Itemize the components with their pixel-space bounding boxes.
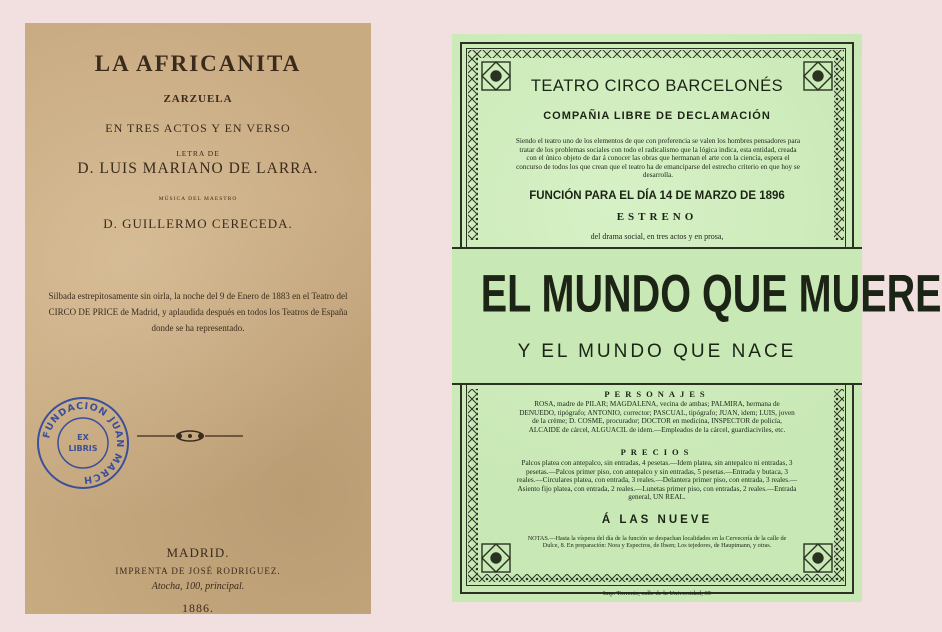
characters-heading: PERSONAJES [604, 389, 710, 399]
music-label: MÚSICA DEL MAESTRO [158, 196, 238, 202]
play-main-title: EL MUNDO QUE MUERE [480, 263, 942, 323]
premiere-label: ESTRENO [616, 211, 698, 223]
stamp-line-1: EX [77, 433, 89, 442]
author-name: D. LUIS MARIANO DE LARRA. [77, 160, 319, 177]
prices-heading: PRECIOS [620, 447, 694, 457]
acts-description: EN TRES ACTOS Y EN VERSO [105, 121, 291, 135]
prices-list: Palcos platea con antepalco, sin entradas, 4 pesetas.—Idem platea, sin antepalco ni entradas, 3 pesetas.—Palcos primer piso, con antepalco y sin entradas, 5 pesetas.—Entrada y butaca, 3 reales.—Circulares platea, con entrada, 3 reales.—Delantera primer piso, con entrada, 3 reales.—Asiento fijo platea, con entrada, 2 reales.—Lunetas primer piso, con entradas, 2 reales.—Entrada general, UN REAL. [516, 459, 798, 502]
drama-description: del drama social, en tres actos y en prosa, [590, 232, 724, 241]
play-title: LA AFRICANITA [94, 51, 302, 76]
company-name: COMPAÑIA LIBRE DE DECLAMACIÓN [543, 110, 771, 122]
printer-address: Atocha, 100, principal. [151, 581, 245, 592]
notes: NOTAS.—Hasta la víspera del día de la función se despachan localidades en la Cervecería de la calle de Dulce, 8. En preparación: Nora y Espectros, de Ibsen; Los tejedores, de Hauptmann, y otras. [527, 535, 787, 550]
company-description: Siendo el teatro uno de los elementos de que con preferencia se valen los hombres pensadores para tratar de los problemas sociales con todo el radicalismo que la lógica indica, esta entidad, creada con el único objeto de dar á conocer las obras que hermanan el arte con la ciencia, espera el concurso de todos los que crean que el teatro ha de emanciparse del estrecho criterio en que hoy se desarrolla. [515, 137, 801, 179]
stamp-line-2: LIBRIS [68, 444, 98, 453]
composer-name: D. GUILLERMO CERECEDA. [103, 216, 293, 231]
ornament-divider [135, 427, 245, 445]
theatre-playbill [452, 34, 942, 602]
stamp-ring-text: FUNDACION JUAN MARCH [41, 400, 126, 486]
start-time: Á LAS NUEVE [601, 514, 713, 526]
library-stamp [35, 395, 131, 491]
performance-date: FUNCIÓN PARA EL DÍA 14 DE MARZO DE 1896 [529, 190, 785, 202]
characters-list: ROSA, madre de PILAR; MAGDALENA, vecina de ambas; PALMIRA, hermana de DENUEDO, tipógrafo; ANTONIO, corrector; PASCUAL, tipógrafo; JUAN, idem; LUIS, joven de la crème; D. COSME, procurador; DOCTOR en medicina, INSPECTOR de policía, ALCAIDE de cárcel, ALGUACIL de idem.—Empleados de la cárcel, guardiaciviles, etc. [519, 400, 795, 434]
publication-city: MADRID. [166, 545, 230, 560]
printer-credit: Imp. Torrents, calle de la Universidad, 35 [603, 590, 711, 597]
lyrics-label: LETRA DE [176, 149, 220, 158]
genre: ZARZUELA [163, 93, 233, 105]
printer-name: IMPRENTA DE JOSÉ RODRIGUEZ. [115, 566, 281, 576]
theatre-name: TEATRO CIRCO BARCELONÉS [530, 77, 784, 95]
publication-year: 1886. [182, 601, 214, 615]
africanita-title-page [25, 23, 371, 614]
premiere-note: Silbada estrepitosamente sin oirla, la noche del 9 de Enero de 1883 en el Teatro del CIRCO DE PRICE de Madrid, y aplaudida después en todos los Teatros de España donde se ha representado. [48, 291, 348, 333]
play-subtitle: Y EL MUNDO QUE NACE [517, 341, 797, 362]
